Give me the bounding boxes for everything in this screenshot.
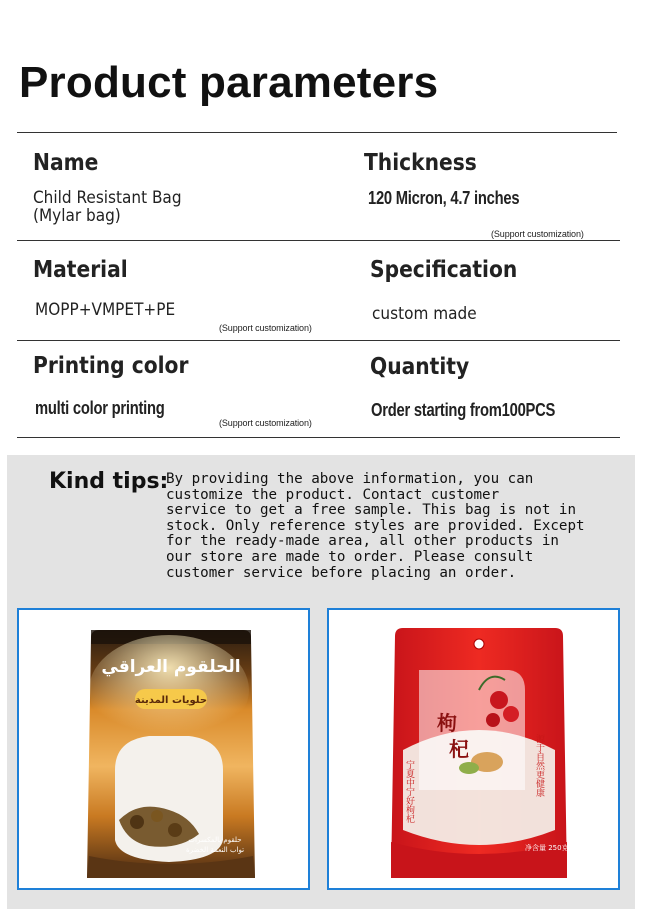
thickness-label: Thickness bbox=[364, 150, 477, 176]
kind-tips-text bbox=[166, 472, 596, 581]
goji-weight-text: 净含量 250克 bbox=[525, 844, 569, 852]
kind-tips-line: service to get a free sample. This bag is not in bbox=[166, 502, 576, 519]
arabic-bottom-text-1: حلقوم بالمكسرات bbox=[188, 836, 242, 844]
row-divider-3 bbox=[17, 437, 620, 438]
kind-tips-line: customize the product. Contact customer bbox=[166, 486, 500, 503]
specification-value: custom made bbox=[372, 304, 477, 324]
kind-tips-line: our store are made to order. Please consult bbox=[166, 548, 534, 565]
thickness-value: 120 Micron, 4.7 inches bbox=[368, 188, 520, 208]
kind-tips-line: for the ready-made area, all other products in bbox=[166, 533, 559, 550]
kind-tips-label: Kind tips: bbox=[49, 469, 169, 494]
arabic-label-text: حلويات المدينة bbox=[134, 695, 208, 706]
name-label: Name bbox=[33, 150, 99, 176]
quantity-label: Quantity bbox=[370, 354, 470, 380]
material-note: (Support customization) bbox=[219, 323, 312, 333]
arabic-title-text: الحلقوم العراقي bbox=[101, 657, 241, 677]
name-value-line2: (Mylar bag) bbox=[33, 206, 121, 226]
top-divider bbox=[17, 132, 617, 133]
row-divider-2 bbox=[17, 340, 620, 341]
goji-vertical-text-1: 宁夏中宁好枸杞 bbox=[404, 760, 414, 823]
product-photo-arabic-bag bbox=[17, 608, 310, 890]
quantity-value: Order starting from100PCS bbox=[371, 400, 556, 420]
kind-tips-line: By providing the above information, you can bbox=[166, 471, 534, 487]
printing-color-value: multi color printing bbox=[35, 398, 165, 418]
kind-tips-line: customer service before placing an order. bbox=[166, 564, 517, 581]
kind-tips-line: stock. Only reference styles are provided. Except bbox=[166, 517, 585, 534]
goji-vertical-text-2: 源于自然更健康 bbox=[534, 734, 544, 797]
goji-name-char-1: 枸 bbox=[437, 711, 457, 735]
row-divider-1 bbox=[17, 240, 620, 241]
material-label: Material bbox=[33, 257, 128, 283]
goji-bag-illustration bbox=[329, 610, 618, 888]
printing-color-note: (Support customization) bbox=[219, 418, 312, 428]
printing-color-label: Printing color bbox=[33, 353, 189, 379]
arabic-bag-illustration bbox=[19, 610, 308, 888]
arabic-bottom-text-2: تواب النعمة الخضرة bbox=[185, 846, 245, 854]
product-photo-goji-bag bbox=[327, 608, 620, 890]
goji-name-char-2: 杞 bbox=[449, 737, 469, 761]
thickness-note: (Support customization) bbox=[491, 229, 584, 239]
page-title: Product parameters bbox=[19, 58, 439, 107]
specification-label: Specification bbox=[370, 257, 518, 283]
material-value: MOPP+VMPET+PE bbox=[35, 300, 176, 320]
name-value-line1: Child Resistant Bag bbox=[33, 188, 182, 208]
